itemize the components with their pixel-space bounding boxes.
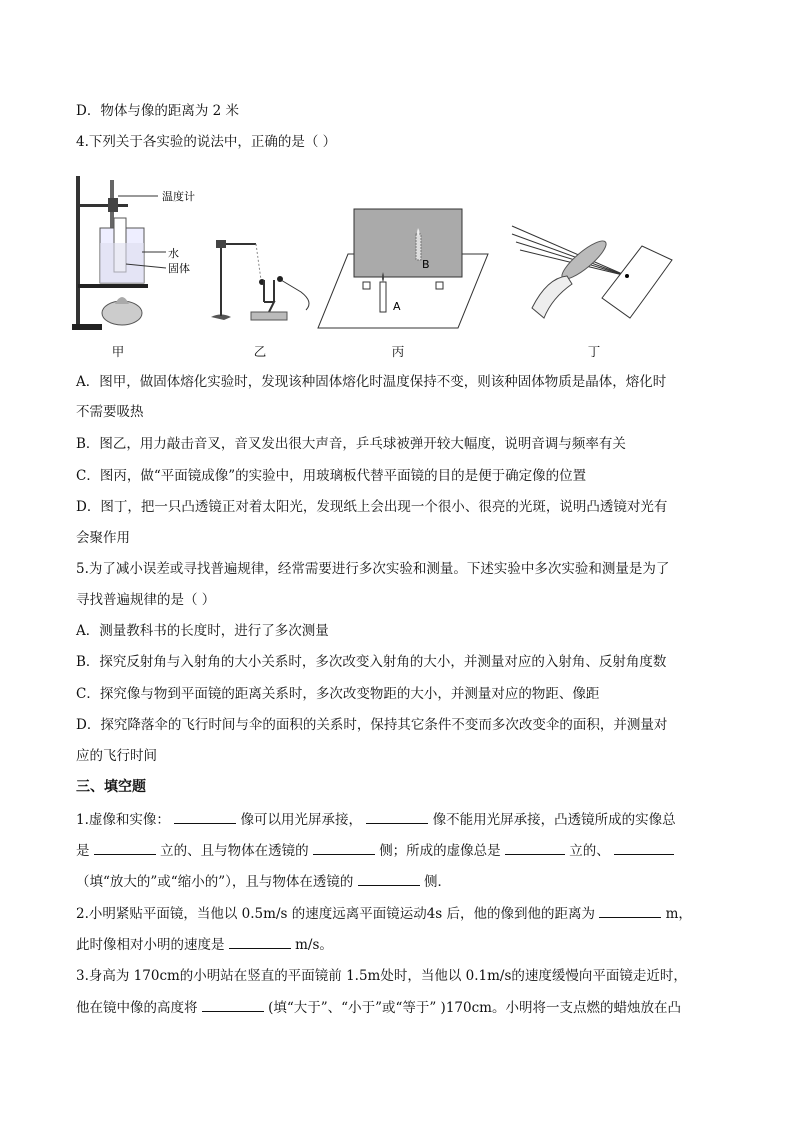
answer-blank[interactable]: [358, 871, 420, 886]
fill-question-3-line-1: 3.身高为 170cm的小明站在竖直的平面镜前 1.5m处时，当他以 0.1m/s的速度缓慢向平面镜走近时，: [76, 968, 687, 984]
q2-text-c: 此时像相对小明的速度是: [76, 937, 225, 953]
point-b-label: B: [422, 258, 430, 271]
q2-text-d: m/s。: [295, 937, 333, 953]
question-5-line-2: 寻找普遍规律的是（ ）: [76, 592, 216, 608]
figure-bing-plane-mirror: [318, 206, 490, 331]
q1-text-c: 像不能用光屏承接，凸透镜所成的实像总: [432, 812, 676, 828]
solid-label: 固体: [168, 262, 190, 275]
answer-blank[interactable]: [505, 840, 565, 855]
option-5a: A．测量教科书的长度时，进行了多次测量: [76, 623, 329, 639]
fill-question-2-line-1: [76, 903, 726, 924]
figure-yi-label: 乙: [253, 344, 267, 359]
q1-text-d: 是: [76, 843, 90, 859]
figure-ding-convex-lens: [512, 218, 672, 328]
figure-jia-label: 甲: [111, 344, 125, 359]
answer-blank[interactable]: [599, 903, 661, 918]
option-4d-line-2: 会聚作用: [76, 530, 130, 546]
line-1: D．物体与像的距离为 2 米: [76, 103, 239, 119]
water-label: 水: [168, 247, 179, 260]
option-4b: B．图乙，用力敲击音叉，音叉发出很大声音，乒乓球被弹开较大幅度，说明音调与频率有关: [76, 436, 626, 452]
thermometer-label: 温度计: [162, 190, 195, 203]
figure-bing-label: 丙: [391, 344, 405, 359]
question-4: 4.下列关于各实验的说法中，正确的是（ ）: [76, 134, 337, 150]
answer-blank[interactable]: [614, 840, 674, 855]
option-4a-line-1: A．图甲，做固体熔化实验时，发现该种固体熔化时温度保持不变，则该种固体物质是晶体，熔化时: [76, 374, 667, 390]
fill-question-3-line-2: [76, 997, 726, 1018]
figure-jia-melting-apparatus: [70, 168, 210, 338]
fill-question-2-line-2: [76, 934, 726, 955]
fill-question-1-line-2: [76, 840, 726, 861]
q1-text-e: 立的、且与物体在透镜的: [160, 843, 309, 859]
option-4d-line-1: D．图丁，把一只凸透镜正对着太阳光，发现纸上会出现一个很小、很亮的光斑，说明凸透镜对光有: [76, 499, 668, 515]
option-4a-line-2: 不需要吸热: [76, 404, 144, 420]
q2-text-a: 2.小明紧贴平面镜，当他以 0.5m/s 的速度远离平面镜运动4s 后，他的像到他的距离为: [76, 906, 596, 922]
option-4c: C．图丙，做“平面镜成像”的实验中，用玻璃板代替平面镜的目的是便于确定像的位置: [76, 468, 587, 484]
q3-text-b: 他在镜中像的高度将: [76, 1000, 198, 1016]
q1-text-a: 1.虚像和实像：: [76, 812, 170, 828]
figure-ding-label: 丁: [587, 344, 601, 359]
option-5b: B．探究反射角与入射角的大小关系时，多次改变入射角的大小，并测量对应的入射角、反射角度数: [76, 654, 667, 670]
fill-question-1-line-1: [76, 809, 726, 830]
answer-blank[interactable]: [229, 934, 291, 949]
answer-blank[interactable]: [174, 809, 236, 824]
fill-question-1-line-3: [76, 871, 726, 892]
q2-text-b: m，: [665, 906, 692, 922]
option-5d-line-2: 应的飞行时间: [76, 748, 157, 764]
figure-yi-tuning-fork: [206, 232, 326, 332]
q1-text-i: 侧．: [423, 874, 451, 890]
option-5d-line-1: D．探究降落伞的飞行时间与伞的面积的关系时，保持其它条件不变而多次改变伞的面积，并测量对: [76, 717, 668, 733]
option-5c: C．探究像与物到平面镜的距离关系时，多次改变物距的大小，并测量对应的物距、像距: [76, 686, 600, 702]
point-a-label: A: [393, 300, 401, 313]
answer-blank[interactable]: [313, 840, 375, 855]
answer-blank[interactable]: [202, 997, 264, 1012]
answer-blank[interactable]: [94, 840, 156, 855]
q1-text-g: 立的、: [569, 843, 610, 859]
question-5-line-1: 5.为了减小误差或寻找普遍规律，经常需要进行多次实验和测量。下述实验中多次实验和测量是为了: [76, 561, 670, 577]
q1-text-b: 像可以用光屏承接，: [240, 812, 362, 828]
q1-text-h: （填“放大的”或“缩小的”），且与物体在透镜的: [76, 874, 354, 890]
q1-text-f: 侧；所成的虚像总是: [379, 843, 501, 859]
answer-blank[interactable]: [366, 809, 428, 824]
q3-text-c: (填“大于”、“小于”或“等于” )170cm。小明将一支点燃的蜡烛放在凸: [268, 1000, 681, 1016]
section-title: 三、填空题: [76, 779, 146, 795]
